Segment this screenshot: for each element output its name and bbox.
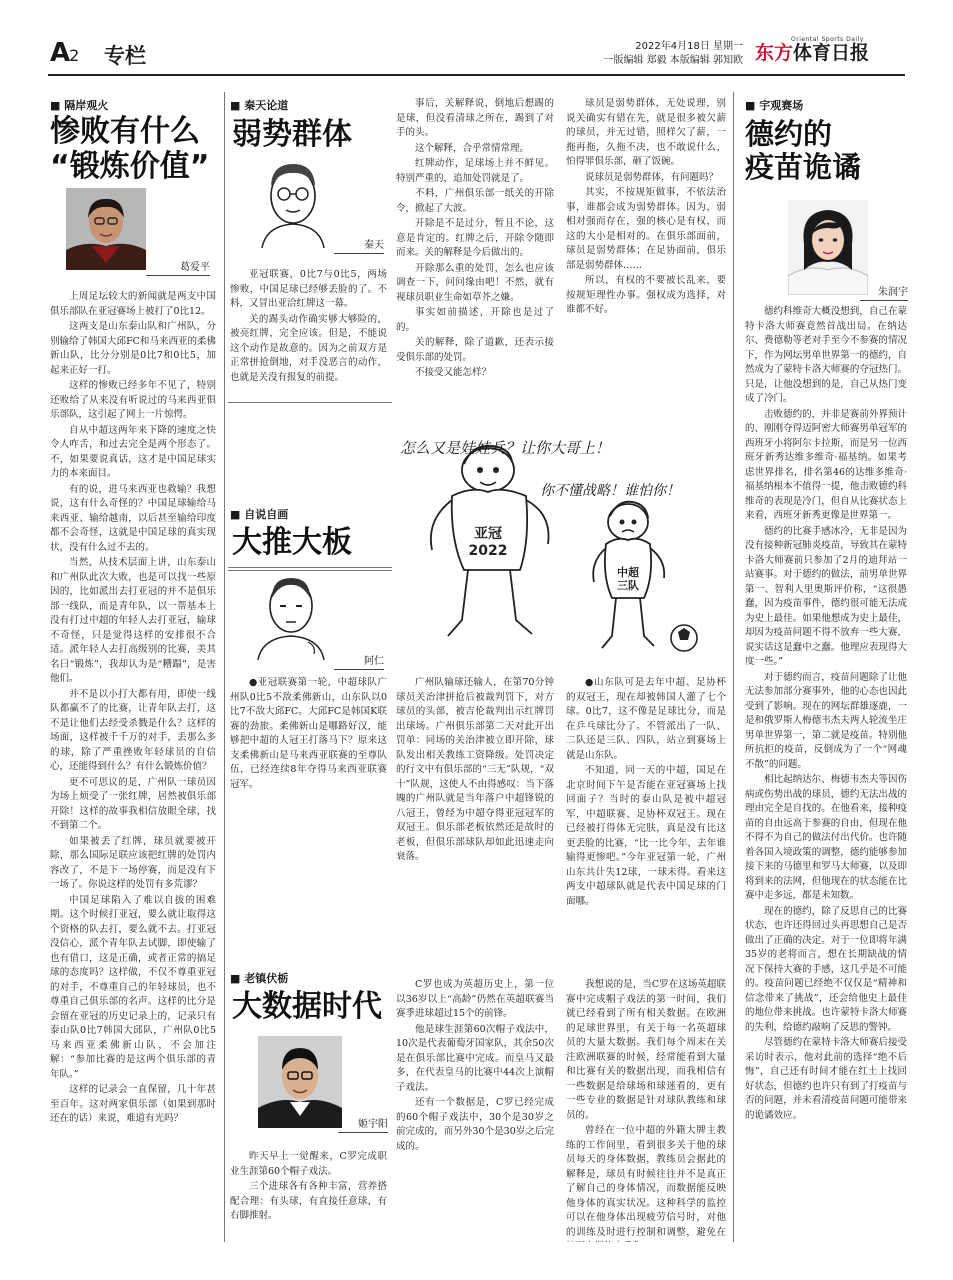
article-body <box>230 676 387 908</box>
paragraph: ●亚冠联赛第一轮，中超球队广州队0比5不敌柔佛新山，山东队以0比7不敌大邱FC。大邱FC是韩国K联赛的劲旅。柔佛新山是哪路好汉，能够把中超的人冠王打落马下？原来这支柔佛新山是马来西亚联赛的至尊队伍，已经连续8年夺得马来西亚联赛冠军。 <box>230 677 387 790</box>
paragraph: 中国足球陷入了难以自拔的困难期。这个时候打亚冠，要么就让取得这个资格的队去打，要么就不去。打亚冠没信心，派个青年队去试脚，即使输了也有借口，这是正确，或者正常的搞足球的态度吗？这样做，不仅不尊重亚冠的对手，不尊重自己的年轻球员，也不尊重自己俱乐部的名声。这样的比分是会留在亚冠的历史记录上的，记录只有泰山队0比7韩国大邱队，广州队0比5马来西亚柔佛新山队，不会加注解：“参加比赛的是这两个俱乐部的青年队。” <box>50 894 216 1080</box>
column-tag: ■ 宇观赛场 <box>745 97 803 113</box>
paragraph: 当然，从技术层面上讲，山东泰山和广州队此次大败，也是可以找一些原因的，比如派出去打亚冠的并不是俱乐部一线队，而是青年队，以一帮基本上没有打过中超的年轻人去打亚冠，输球不奇怪，只是觉得这样的安排很不合适。派年轻人去打高级别的比赛，美其名曰“锻炼”，我却认为是“糟蹋”，是害他们。 <box>50 557 216 684</box>
paragraph: 他是球生涯第60次帽子戏法中，10次是代表葡萄牙国家队，其余50次是在俱乐部比赛中完成。而皇马又最多，在代表皇马的比赛中44次上演帽子戏法。 <box>396 1023 554 1093</box>
paragraph: 上周足坛较大的新闻就是两支中国俱乐部队在亚冠赛场上被打了0比12。 <box>50 291 216 317</box>
paragraph: 其实，不按规矩做事，不依法治事，谁都会成为弱势群体。因为，弱相对强而存在，强的核心是有权，而这的大小是相对的。在俱乐部面前，球员是弱势群体；在足协面前，俱乐部是弱势群体…… <box>566 187 726 271</box>
paragraph: 红牌动作，足球场上并不鲜见。特别严重的，追加处罚就是了。 <box>396 158 554 184</box>
header-rule <box>48 74 905 76</box>
article-body <box>396 97 554 397</box>
paragraph: 德约科维奇大概没想到，自己在蒙特卡洛大师赛竟然首战出局。在纳达尔、费德勒等老对手至今不参赛的情况下，作为网坛男单世界第一的德约，自然成为了蒙特卡洛大师赛的夺冠热门。只是，让他没想到的是，自己从热门变成了冷门。 <box>745 306 907 404</box>
paragraph: 这样的记录会一直保留，几十年甚至百年。这对两家俱乐部（如果到那时还在的话）来说，难道有光吗？ <box>50 1084 216 1124</box>
article-body <box>50 290 216 1240</box>
author-name: 姬宇阳 <box>338 1115 388 1133</box>
paragraph: 这样的惨败已经多年不见了，特别还败给了从来没有听说过的马来西亚俱乐部队，这引起了网上一片惊愕。 <box>50 380 216 420</box>
section-title: 专栏 <box>104 44 146 68</box>
article-body <box>566 676 726 908</box>
paragraph: 还有一个数据是，C罗已经完成的60个帽子戏法中，30个是30岁之前完成的，而另外30个是30岁之后完成的。 <box>396 1097 554 1152</box>
paragraph: 尽管德约在蒙特卡洛大师赛后接受采访时表示，他对此前的选择“绝不后悔”，自己还有时间才能在红土上找回好状态，但德约也许只有到了打疫苗与否的问题，并未看清疫苗问题可能带来的诡谲效应。 <box>745 1037 907 1121</box>
author-caricature <box>250 572 332 660</box>
paragraph: 如果被丢了红牌，球员就要被开除，那么国际足联应该把红牌的处罚内容改了，不是下一场停赛，而是没有下一场了。你说这样的处罚有多荒谬？ <box>50 835 216 890</box>
editors: 一版编辑 郑毅 本版编辑 郭知欧 <box>603 55 743 66</box>
paragraph: 广州队输球还输人，在第70分钟球员关治津拼抢后被裁判罚下，对方球员的头部，被吉伦裁判出示红牌罚出球场。广州俱乐部第二天对此开出罚单：同场的关治津被立即开除，球队发出相关教练工资降级。处罚决定的行文中有俱乐部的“三无”队规，“双十”队规，这使人不由得感叹：当下落魄的广州队就是当年落户中超锋锐的八冠王，曾经为中超夺得亚冠冠军的双冠王。俱乐部老板依然还是故时的老板，但俱乐部球队却如此迅速走向衰落。 <box>396 677 554 862</box>
paragraph: 相比起纳达尔、梅德韦杰夫等因伤病或伤势出战的球员，德约无法出战的理由完全是自找的。在他看来，接种疫苗的自由远高于参赛的自由，但现在他不得不为自己的做法付出代价。也许随着各国入境政策的调整，德约能够参加接下来的马德里和罗马大师赛，以及即将到来的法网，但他现在的状态能在比赛中走多远，都是未知数。 <box>745 774 907 901</box>
paragraph: 曾经在一位中超的外籍大牌主教练的工作间里，看到很多关于他的球员每天的身体数据，教练员会据此的解释是，球员有时候往往并不是真正了解自己的身体情况，而数据能反映他身体的真实状况。这种科学的监控可以在他身体出现疲劳信号时，对他的训练及时进行控制和调整，避免在 <box>566 1125 726 1238</box>
masthead-subtitle: Oriental Sports Daily <box>791 36 864 43</box>
article-body <box>566 97 726 397</box>
cartoon-speech-right: 你不懂战略！谁怕你！ <box>540 483 680 499</box>
paragraph: 不料，广州俱乐部一纸关的开除令，掀起了大波。 <box>396 188 554 214</box>
jersey-label-right: 中超三队 <box>617 566 639 593</box>
paragraph: 对于德约而言，疫苗问题除了让他无法参加部分赛事外，他的心态也因此受到了影响。现在的网坛群雄逐鹿，一是和俄罗斯人梅德韦杰夫两人轮流坐庄男单世界第一，第二就是疫苗。特别他所抗拒的疫苗，反倒成为了一个“网魂不散”的问题。 <box>745 671 907 770</box>
column-tag: ■ 隔岸观火 <box>50 97 108 113</box>
article-body <box>230 268 387 398</box>
paragraph: 昨天早上一觉醒来，C罗完成职业生涯第60个帽子戏法。 <box>230 1151 387 1177</box>
article-headline: 惨败有什么 “锻炼价值” <box>50 114 210 184</box>
paragraph: 关的解释，除了道歉，还表示接受俱乐部的处罚。 <box>396 337 554 363</box>
article-body <box>396 978 554 1242</box>
column-tag: ■ 自说自画 <box>230 506 288 522</box>
paragraph: 更不可思议的是，广州队一球员因为场上烦受了一张红牌，居然被俱乐部开除！这样的故事我相信放眼全球，找不到第二个。 <box>50 776 216 831</box>
article-headline: 德约的 疫苗诡谲 <box>745 117 862 185</box>
paragraph: C罗也成为英超历史上，第一位以36岁以上“高龄”仍然在英超联赛当赛季进球超过15个的前锋。 <box>396 979 554 1019</box>
paragraph: 我想说的是，当C罗在这场英超联赛中完成帽子戏法的第一时间，我们就已经看到了所有相关数据。在欧洲的足球世界里，有关于每一名英超球员的大量大数据。我们每个周末在关注欧洲联赛的时候，经常能看到大量和比赛有关的数据出现，而我相信有一些数据是给球场和球迷看的，更有一些专业的数据是针对球队教练和球员的。 <box>566 979 726 1121</box>
article-headline: 大数据时代 <box>232 989 382 1024</box>
paragraph: 这个解释，合乎常情常理。 <box>415 142 530 154</box>
author-portrait <box>788 200 868 295</box>
paragraph: 有的说，进马来西亚也救输？我想说，这有什么奇怪的？中国足球输给马来西亚、输给越南，以后甚至输给印度都不会奇怪，这就是中国足球的真实现状，没有什么过不去的。 <box>50 483 216 553</box>
author-caricature <box>252 158 334 248</box>
paragraph: 不知道，同一天的中超，国足在北京时间下午是否能在亚冠赛场上找回面子？当时的泰山队是被中超冠军，中超联赛、足协杯双冠王。现在已经被打得体无完肤，真是没有比这更丢脸的比赛，“比一比今年、去年谁输得更惨吧。”今年亚冠第一轮，广州山东共计失12球，一球未得。看来这两支中超球队就是代表中国足球的门面哪。 <box>566 765 726 907</box>
paragraph: 所以，有权的不要被长乱来，要按规矩理性办事。强权成为选择，对谁都不好。 <box>566 275 726 315</box>
column-tag: ■ 秦天论道 <box>230 97 288 113</box>
author-name: 秦天 <box>334 236 384 254</box>
paragraph: 击败德约的，并非是赛前外界预计的、刚刚夺得迈阿密大师赛男单冠军的西班牙小将阿尔卡拉斯，而是另一位西班牙新秀达维多维奇·福基纳。如果考虑世界排名，排名第46的达维多维奇·福基纳根本不值得一提，他击败德约科维奇的表现是冷门，但自从比赛状态上来看，西班牙新秀更像是世界第一。 <box>745 408 907 521</box>
paragraph: 开除那么重的处罚，怎么也应该调查一下，问问缘由吧！不然，就有视球员职业生命如草芥之嫌。 <box>396 262 554 303</box>
jersey-label-left: 亚冠 2022 <box>468 526 508 559</box>
article-body <box>745 305 907 1240</box>
paragraph: 现在的德约，除了反思自己的比赛状态，也许还得回过头再思想自己是否做出了正确的决定。对于一位即将年满35岁的老将而言，想在长期缺战的情况下保持大赛的手感，这几乎是不可能的。疫苗问题已经绝不仅仅是“精神和信念带来了挑战”，还会给他史上最佳的地位带来挑战。也许蒙特卡洛大师赛的失利，给德约敲响了反思的警钟。 <box>745 905 907 1033</box>
paragraph: 德约的比赛手感冰冷，无非是因为没有接种新冠肺炎疫苗，导致其在蒙特卡洛大师赛前只参加了2月的迪拜站一站赛事。对于德约的做法，前男单世界第一、智利人里奥斯评价称，“这很愚蠢，因为疫苗事件，德约很可能无法成为史上最佳。如果他想成为史上最佳，却因为疫苗问题不得不放弃一些大赛，说实话这是蠢中之蠢。他理应表现得大度一些。” <box>745 525 907 667</box>
issue-info <box>603 40 743 68</box>
paragraph: 不接受又能怎样？ <box>415 367 492 378</box>
paragraph: 自从中超这两年来下降的速度之快令人咋舌，和过去完全是两个形态了。不，如果要说真话，这才是中国足球实力的本来面目。 <box>50 424 216 479</box>
author-portrait <box>258 1036 342 1128</box>
article-headline: 弱势群体 <box>232 117 352 152</box>
paragraph: 事后，关解释说，倒地后想踢的是球，但没看清球之所在，踢到了对手的头。 <box>396 98 554 138</box>
column-divider <box>224 92 225 1242</box>
page-number: A2 <box>50 38 79 68</box>
paragraph: 开除是不是过分，暂且不论，这意是肯定的。红牌之后，开除令随即而来。关的解释是今后做出的。 <box>396 218 554 258</box>
author-name: 朱润宇 <box>860 283 908 301</box>
column-tag: ■ 老镇伏栃 <box>230 970 288 986</box>
article-body <box>396 676 554 908</box>
paragraph: 球员是弱势群体，无处说理，别说关确实有错在先，就是很多被欠薪的球员，并无过错，照样欠了薪，一拖再拖，久拖不决，也不敢说什么，怕得罪俱乐部，砸了饭碗。 <box>566 98 726 167</box>
paragraph: ●山东队可是去年中超、足协杯的双冠王，现在却被韩国人灌了七个球。0比7，这不像是足球比分，而是在乒乓球比分了。不管派出了一队、二队还是三队、四队，站立到赛场上就是山东队。 <box>566 677 726 761</box>
paragraph: 三个进球各有各种丰富，营养搭配合理：有头球，有直接任意球，有右脚推射。 <box>230 1181 387 1221</box>
article-headline: 大推大板 <box>232 525 352 560</box>
author-name: 阿仁 <box>334 652 384 670</box>
paragraph: 并不是以小打大都有用，即使一线队都赢不了的比赛，让青年队去打，这不是让他们去经受杀戮是什么？这样的场面，这样被千千万的对手，丢那么多的球，除了严重挫败年轻球员的自信心，还能得到什么？有什么锻炼价值？ <box>50 688 216 772</box>
masthead-logo: Oriental Sports Daily 东方体育日报 <box>755 36 870 64</box>
paragraph: 这两支是山东泰山队和广州队，分别输给了韩国大邱FC和马来西亚的柔佛新山队，比分分别是0比7和0比5，加起来正好一打。 <box>50 321 216 376</box>
cartoon-speech-left: 怎么又是娃娃兵？让你大哥上！ <box>400 439 611 457</box>
paragraph: 亚冠联赛，0比7与0比5，两场惨败，中国足球已经够丢脸的了。不料，又冒出亚洽红牌这一幕。 <box>230 269 387 309</box>
paragraph: 关的踢头动作确实够大够险的，被亮红牌，完全应该。但是，不能说这个动作是故意的。因为之前双方是正常拼抢倒地，对手没恶言的动作，也就是关没有报复的前提。 <box>230 313 387 383</box>
column-divider <box>733 92 734 1242</box>
issue-date: 2022年4月18日 星期一 <box>635 41 743 52</box>
author-name: 葛爱平 <box>146 258 210 276</box>
article-body <box>566 978 726 1242</box>
paragraph: 说球员是弱势群体，有问题吗？ <box>585 171 719 183</box>
article-body <box>230 1150 387 1242</box>
paragraph: 事实如前描述，开除也是过了的。 <box>396 307 554 333</box>
author-portrait <box>66 188 146 270</box>
